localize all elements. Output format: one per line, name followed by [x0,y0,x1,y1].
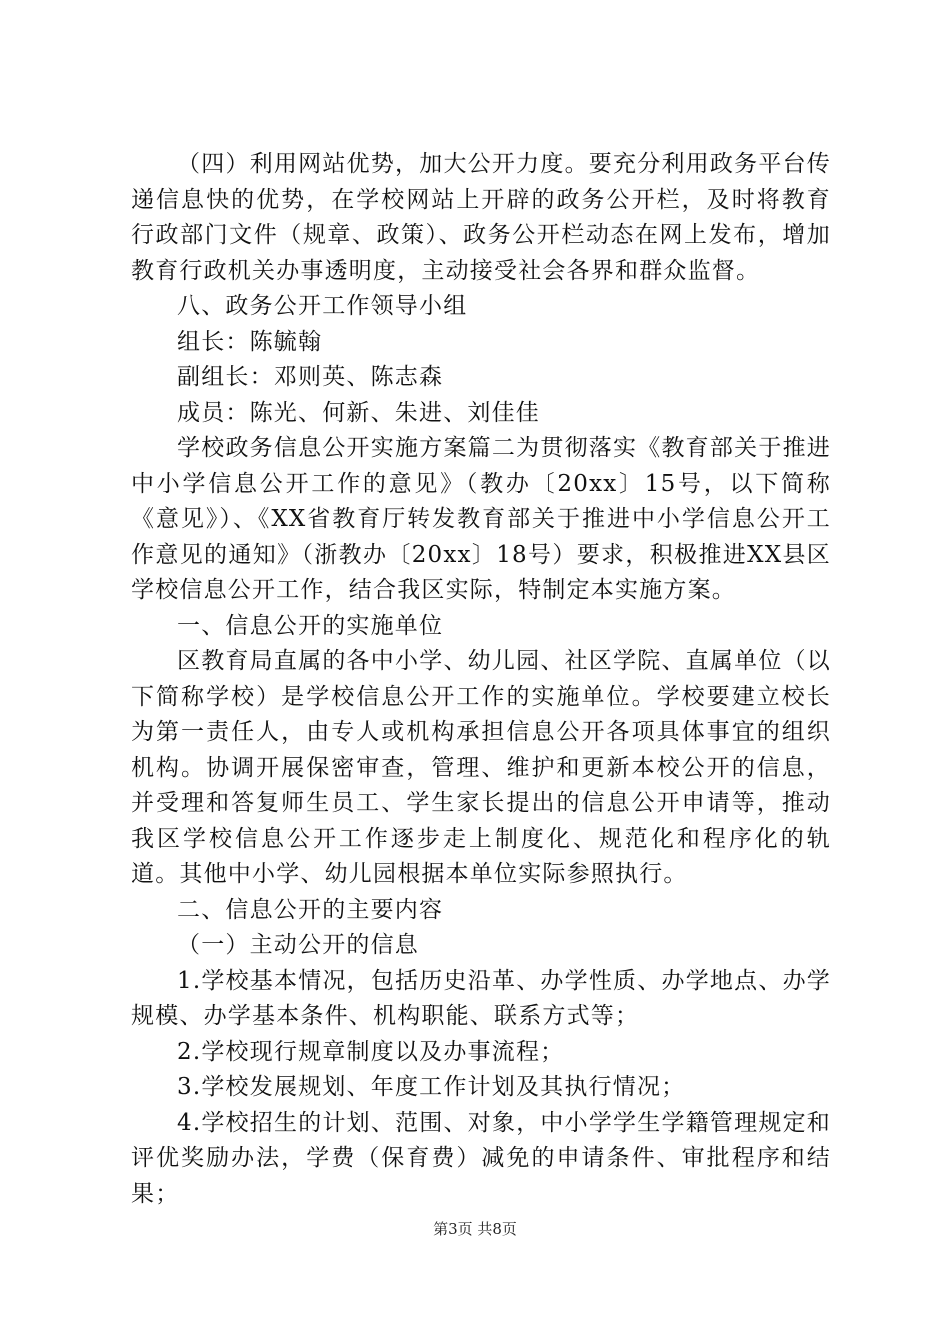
heading-main-content: 二、信息公开的主要内容 [177,896,444,923]
paragraph-implementing-units: 区教育局直属的各中小学、幼儿园、社区学院、直属单位（以下简称学校）是学校信息公开工作的实施单位。学校要建立校长为第一责任人，由专人或机构承担信息公开各项具体事宜的组织机构。协调开展保密审查，管理、维护和更新本校公开的信息，并受理和答复师生员工、学生家长提出的信息公开申请等，推动我区学校信息公开工作逐步走上制度化、规范化和程序化的轨道。其他中小学、幼儿园根据本单位实际参照执行。 [131,648,831,887]
list-item-2: 2.学校现行规章制度以及办事流程； [177,1038,565,1065]
list-item-4: 4.学校招生的计划、范围、对象，中小学学生学籍管理规定和评优奖励办法，学费（保育费）减免的申请条件、审批程序和结果； [131,1109,831,1207]
page-number-footer: 第3页 共8页 [433,1220,517,1238]
subheading-proactive-disclosure: （一）主动公开的信息 [177,932,419,958]
heading-implementing-units: 一、信息公开的实施单位 [177,612,444,639]
list-item-3: 3.学校发展规划、年度工作计划及其执行情况； [177,1074,686,1100]
paragraph-website-disclosure: （四）利用网站优势，加大公开力度。要充分利用政务平台传递信息快的优势，在学校网站上开辟的政务公开栏，及时将教育行政部门文件（规章、政策）、政务公开栏动态在网上发布，增加教育行政机关办事透明度，主动接受社会各界和群众监督。 [131,151,831,284]
members-line: 成员：陈光、何新、朱进、刘佳佳 [177,399,540,426]
deputy-leader-line: 副组长：邓则英、陈志森 [177,364,444,390]
group-leader-line: 组长：陈毓翰 [177,328,323,355]
heading-leadership-group: 八、政务公开工作领导小组 [177,293,468,319]
paragraph-plan-two-intro: 学校政务信息公开实施方案篇二为贯彻落实《教育部关于推进中小学信息公开工作的意见》（教办〔20xx〕15号，以下简称《意见》）、《XX省教育厅转发教育部关于推进中小学信息公开工作意见的通知》（浙教办〔20xx〕18号）要求，积极推进XX县区学校信息公开工作，结合我区实际，特制定本实施方案。 [131,435,831,603]
document-body [131,147,831,1212]
list-item-1: 1.学校基本情况，包括历史沿革、办学性质、办学地点、办学规模、办学基本条件、机构职能、联系方式等； [131,967,831,1029]
